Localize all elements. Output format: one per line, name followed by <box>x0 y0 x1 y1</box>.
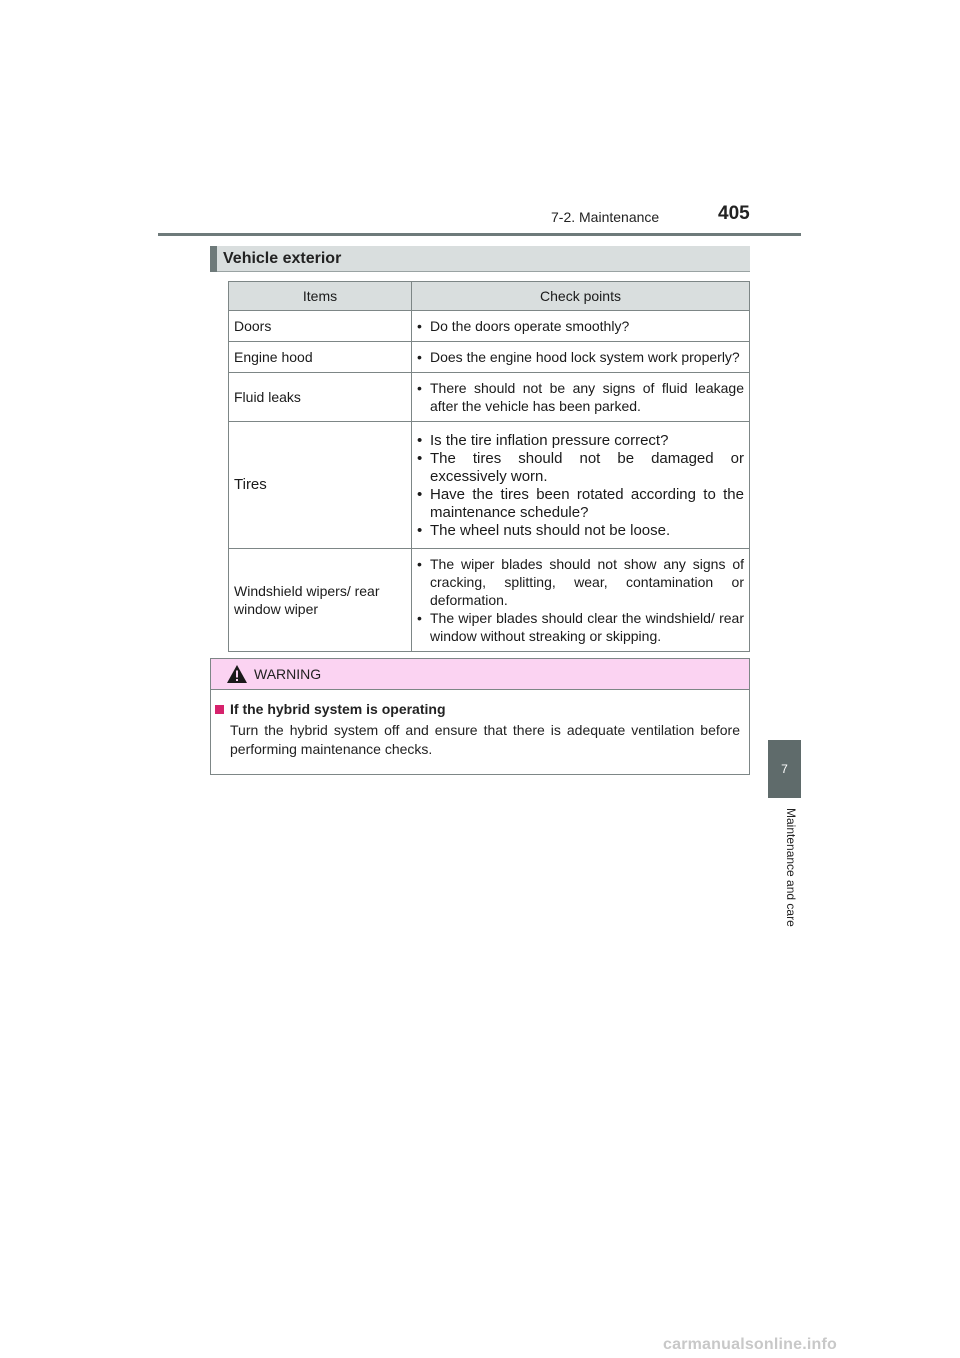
check-point: • Do the doors operate smoothly? <box>417 317 744 335</box>
square-bullet-icon <box>215 705 224 714</box>
section-path: 7-2. Maintenance <box>551 209 660 225</box>
column-header-check-points: Check points <box>412 282 750 311</box>
column-header-items: Items <box>229 282 412 311</box>
table-row <box>229 422 750 549</box>
warning-triangle-icon <box>226 664 248 684</box>
section-heading-bar <box>210 246 217 272</box>
check-point: • Have the tires been rotated according to the maintenance schedule? <box>417 486 744 522</box>
warning-title: WARNING <box>254 666 322 682</box>
table-row <box>229 373 750 422</box>
check-point: • There should not be any signs of fluid leakage after the vehicle has been parked. <box>417 379 744 415</box>
row-points <box>412 342 750 373</box>
chapter-tab: 7 <box>768 740 801 798</box>
warning-subheading-text: If the hybrid system is operating <box>230 701 446 717</box>
warning-subheading <box>215 701 446 717</box>
row-points <box>412 373 750 422</box>
row-item: Tires <box>229 422 412 549</box>
row-item: Fluid leaks <box>229 373 412 422</box>
check-point: • The wiper blades should not show any signs of cracking, splitting, wear, contamination or deformation. <box>417 555 744 609</box>
page-number: 405 <box>718 203 750 224</box>
check-point: • The wiper blades should clear the windshield/ rear window without streaking or skipping. <box>417 609 744 645</box>
check-point: • Is the tire inflation pressure correct? <box>417 432 744 450</box>
watermark: carmanualsonline.info <box>663 1336 838 1353</box>
row-points <box>412 422 750 549</box>
check-point: • Does the engine hood lock system work properly? <box>417 348 744 366</box>
row-item: Doors <box>229 311 412 342</box>
warning-body: Turn the hybrid system off and ensure that there is adequate ventilation before performing maintenance checks. <box>230 722 740 757</box>
chapter-title: Maintenance and care <box>784 808 798 927</box>
header-rule <box>158 233 801 236</box>
table-row <box>229 311 750 342</box>
check-table <box>228 281 750 652</box>
row-points <box>412 549 750 652</box>
row-item: Windshield wipers/ rear window wiper <box>229 549 412 652</box>
warning-header <box>211 659 749 690</box>
check-point: • The tires should not be damaged or excessively worn. <box>417 450 744 486</box>
section-heading-text: Vehicle exterior <box>223 250 342 267</box>
row-points <box>412 311 750 342</box>
table-row <box>229 342 750 373</box>
section-heading <box>210 246 750 272</box>
check-point: • The wheel nuts should not be loose. <box>417 522 744 540</box>
row-item: Engine hood <box>229 342 412 373</box>
table-header-row <box>229 282 750 311</box>
warning-box <box>210 658 750 775</box>
table-row <box>229 549 750 652</box>
